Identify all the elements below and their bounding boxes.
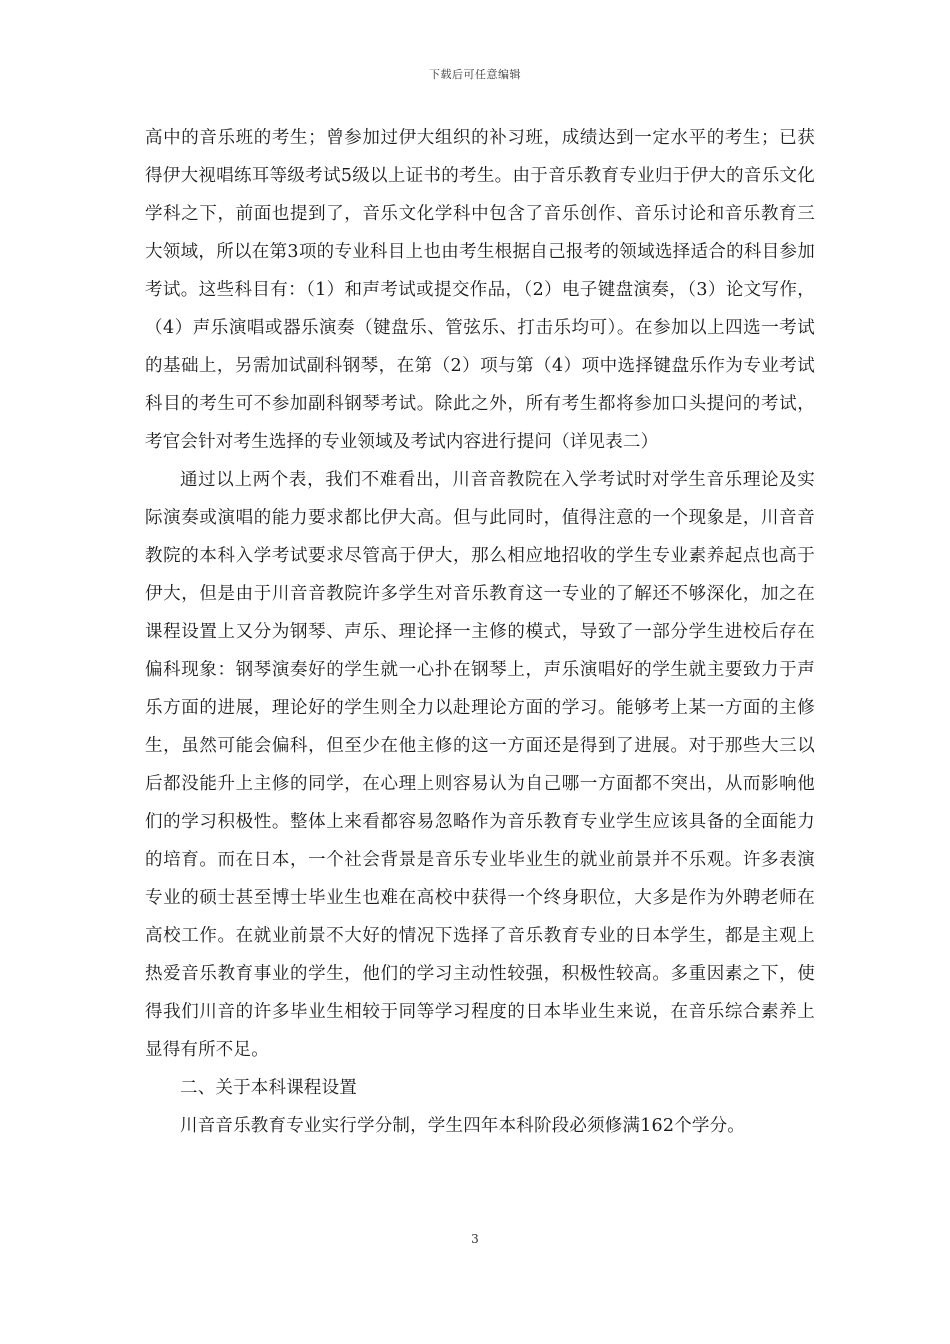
body-paragraph-1: 高中的音乐班的考生；曾参加过伊大组织的补习班，成绩达到一定水平的考生；已获得伊大视唱练耳等级考试5级以上证书的考生。由于音乐教育专业归于伊大的音乐文化学科之下，前面也提到了，音乐文化学科中包含了音乐创作、音乐讨论和音乐教育三大领域，所以在第3项的专业科目上也由考生根据自己报考的领域选择适合的科目参加考试。这些科目有：（1）和声考试或提交作品，（2）电子键盘演奏，（3）论文写作，（4）声乐演唱或器乐演奏（键盘乐、管弦乐、打击乐均可）。在参加以上四选一考试的基础上，另需加试副科钢琴，在第（2）项与第（4）项中选择键盘乐作为专业考试科目的考生可不参加副科钢琴考试。除此之外，所有考生都将参加口头提问的考试，考官会针对考生选择的专业领域及考试内容进行提问（详见表二） [145, 128, 815, 452]
page-number: 3 [471, 1232, 479, 1246]
section-heading: 二、关于本科课程设置 [180, 1078, 357, 1098]
body-paragraph-2: 通过以上两个表，我们不难看出，川音音教院在入学考试时对学生音乐理论及实际演奏或演唱的能力要求都比伊大高。但与此同时，值得注意的一个现象是，川音音教院的本科入学考试要求尽管高于伊大，那么相应地招收的学生专业素养起点也高于伊大，但是由于川音音教院许多学生对音乐教育这一专业的了解还不够深化，加之在课程设置上又分为钢琴、声乐、理论择一主修的模式，导致了一部分学生进校后存在偏科现象：钢琴演奏好的学生就一心扑在钢琴上，声乐演唱好的学生就主要致力于声乐方面的进展，理论好的学生则全力以赴理论方面的学习。能够考上某一方面的主修生，虽然可能会偏科，但至少在他主修的这一方面还是得到了进展。对于那些大三以后都没能升上主修的同学，在心理上则容易认为自己哪一方面都不突出，从而影响他们的学习积极性。整体上来看都容易忽略作为音乐教育专业学生应该具备的全面能力的培育。而在日本，一个社会背景是音乐专业毕业生的就业前景并不乐观。许多表演专业的硕士甚至博士毕业生也难在高校中获得一个终身职位，大多是作为外聘老师在高校工作。在就业前景不大好的情况下选择了音乐教育专业的日本学生，都是主观上热爱音乐教育事业的学生，他们的学习主动性较强，积极性较高。多重因素之下，使得我们川音的许多毕业生相较于同等学习程度的日本毕业生来说，在音乐综合素养上显得有所不足。 [145, 470, 815, 1060]
page-header: 下载后可任意编辑 [429, 68, 521, 81]
body-paragraph-3: 川音音乐教育专业实行学分制，学生四年本科阶段必须修满162个学分。 [180, 1116, 745, 1136]
document-body [145, 119, 815, 1145]
